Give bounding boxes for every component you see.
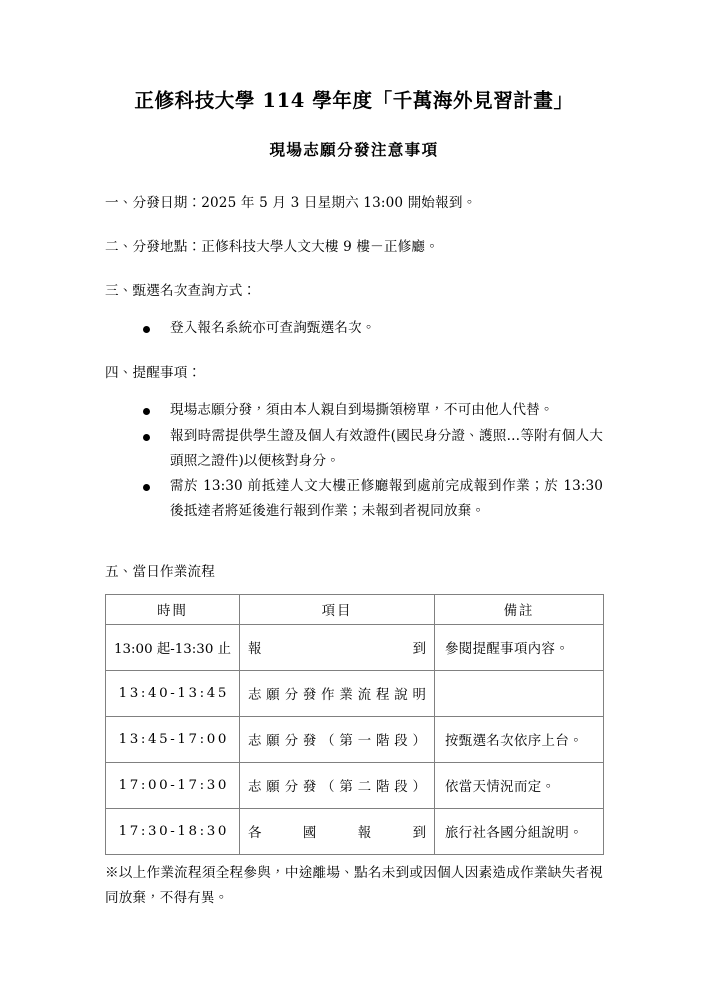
cell-item <box>240 624 435 670</box>
cell-item-char: 分 <box>284 779 298 795</box>
cell-item-char: 明 <box>412 687 426 703</box>
page-title: 正修科技大學 114 學年度「千萬海外見習計畫」 <box>134 89 574 112</box>
cell-time: 13:00 起-13:30 止 <box>106 624 240 670</box>
list-item <box>105 316 603 341</box>
cell-item-text <box>248 638 426 657</box>
cell-item-char: 段 <box>394 779 408 795</box>
cell-item <box>240 808 435 854</box>
cell-item-char: 報 <box>357 825 372 841</box>
cell-item-char: 說 <box>394 687 408 703</box>
cell-item-char: （ <box>321 733 335 749</box>
schedule-table-body <box>106 624 604 854</box>
cell-item-char: （ <box>321 779 335 795</box>
cell-item-char: 階 <box>375 779 390 795</box>
table-header-row <box>106 594 604 624</box>
cell-item-char: 第 <box>339 733 353 749</box>
cell-item-char: 願 <box>266 779 280 795</box>
table-row <box>106 624 604 670</box>
table-row <box>106 670 604 716</box>
cell-item-char: 志 <box>248 687 262 703</box>
table-row <box>106 808 604 854</box>
list-item-label: 現場志願分發，須由本人親自到場撕領榜單，不可由他人代替。 <box>170 402 554 419</box>
reminder-bullet-list <box>105 398 603 524</box>
cell-item <box>240 762 435 808</box>
cell-item-char: ） <box>412 733 426 749</box>
cell-item-char: 第 <box>339 779 353 795</box>
column-header-time: 時間 <box>106 594 240 624</box>
cell-item-char: 國 <box>302 825 317 841</box>
footnote-text: ※以上作業流程須全程參與，中途離場、點名未到或因個人因素造成作業缺失者視同放棄，不得有異。 <box>105 864 603 906</box>
cell-time: 13:45-17:00 <box>106 716 240 762</box>
document-body <box>105 88 603 910</box>
cell-item-char: 發 <box>302 687 317 703</box>
cell-item-char: 各 <box>248 825 262 841</box>
cell-time: 17:30-18:30 <box>106 808 240 854</box>
cell-note: 參閱提醒事項內容。 <box>435 624 604 670</box>
cell-item-text <box>248 776 426 795</box>
cell-item-char: 程 <box>375 687 390 703</box>
list-item-label: 報到時需提供學生證及個人有效證件(國民身分證、護照…等附有個人大頭照之證件)以便核對身分。 <box>170 427 603 469</box>
cell-item-char: 流 <box>357 687 372 703</box>
page-subtitle: 現場志願分發注意事項 <box>269 140 439 160</box>
cell-item-char: 到 <box>412 825 426 841</box>
list-item-label: 需於 13:30 前抵達人文大樓正修廳報到處前完成報到作業；於 13:30 後抵達者將延後進行報到作業；未報到者視同放棄。 <box>170 478 603 520</box>
schedule-table <box>105 594 604 855</box>
cell-note: 依當天情況而定。 <box>435 762 604 808</box>
section-five-heading: 五、當日作業流程 <box>105 563 215 580</box>
table-row <box>106 762 604 808</box>
table-row <box>106 716 604 762</box>
cell-item-char: 志 <box>248 779 262 795</box>
cell-item <box>240 716 435 762</box>
cell-item-char: ） <box>412 779 426 795</box>
cell-item-char: 願 <box>266 687 280 703</box>
clause-distribution-date: 一、分發日期：2025 年 5 月 3 日星期六 13:00 開始報到。 <box>105 195 477 212</box>
cell-item-char: 業 <box>339 687 353 703</box>
list-item-label: 登入報名系統亦可查詢甄選名次。 <box>170 320 376 337</box>
cell-item-char: 分 <box>284 733 298 749</box>
ranking-bullet-list <box>105 316 603 341</box>
cell-item-char: 發 <box>302 779 317 795</box>
cell-note: 旅行社各國分組說明。 <box>435 808 604 854</box>
cell-note: 按甄選名次依序上台。 <box>435 716 604 762</box>
clause-ranking-query: 三、甄選名次查詢方式： <box>105 283 257 300</box>
list-item <box>105 398 603 423</box>
column-header-item: 項目 <box>240 594 435 624</box>
cell-item-char: 報 <box>248 641 262 657</box>
cell-item-char: 一 <box>357 733 372 749</box>
cell-item-text <box>248 822 426 841</box>
cell-note <box>435 670 604 716</box>
column-header-note: 備註 <box>435 594 604 624</box>
cell-item-char: 到 <box>412 641 426 657</box>
cell-item-char: 二 <box>357 779 372 795</box>
cell-item-char: 發 <box>302 733 317 749</box>
cell-time: 13:40-13:45 <box>106 670 240 716</box>
cell-item-char: 段 <box>394 733 408 749</box>
list-item <box>105 424 603 473</box>
cell-item <box>240 670 435 716</box>
cell-item-text <box>248 730 426 749</box>
bullet-dot-icon <box>143 326 150 333</box>
bullet-dot-icon <box>143 434 150 441</box>
bullet-dot-icon <box>143 408 150 415</box>
clause-reminders: 四、提醒事項： <box>105 365 202 382</box>
clause-distribution-location: 二、分發地點：正修科技大學人文大樓 9 樓－正修廳。 <box>105 239 439 256</box>
cell-item-char: 願 <box>266 733 280 749</box>
cell-item-char: 階 <box>375 733 390 749</box>
cell-item-char: 分 <box>284 687 298 703</box>
list-item <box>105 474 603 523</box>
cell-item-text <box>248 684 426 703</box>
cell-time: 17:00-17:30 <box>106 762 240 808</box>
bullet-dot-icon <box>143 484 150 491</box>
cell-item-char: 志 <box>248 733 262 749</box>
cell-item-char: 作 <box>321 687 335 703</box>
